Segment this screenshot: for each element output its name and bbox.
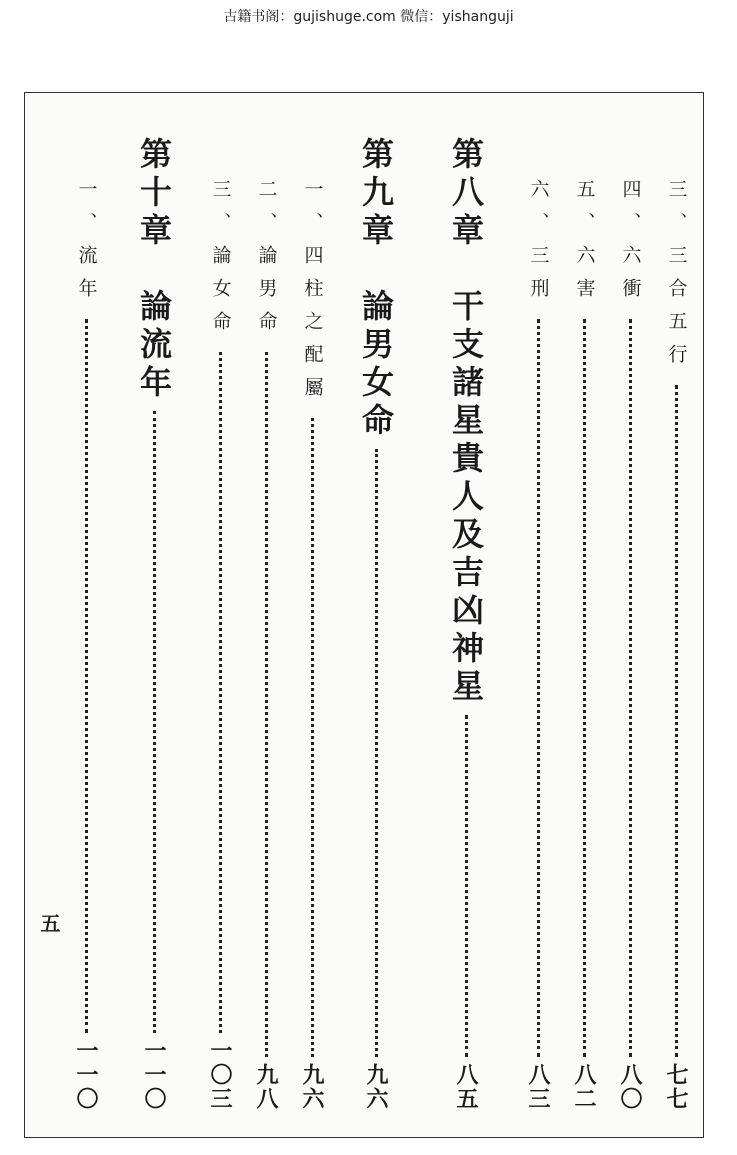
- folio-page-number: 五: [37, 913, 61, 933]
- toc-entry-page: 九六: [299, 1063, 325, 1111]
- toc-entry-title: 五、六害: [573, 179, 596, 311]
- chapter-title: 第十章 論流年: [135, 137, 173, 403]
- dot-leader: [85, 319, 88, 1033]
- toc-entry-page: 八五: [453, 1063, 479, 1111]
- toc-entry-page: 八三: [525, 1063, 551, 1111]
- toc-entry: [243, 93, 289, 1137]
- toc-entry: [607, 93, 653, 1137]
- dot-leader: [675, 385, 678, 1057]
- dot-leader: [219, 352, 222, 1033]
- toc-entry-page: 一一〇: [141, 1039, 167, 1111]
- toc-entry-title: 一、流年: [75, 179, 98, 311]
- toc-entry-title: 六、三刑: [527, 179, 550, 311]
- toc-entry: [515, 93, 561, 1137]
- dot-leader: [375, 449, 378, 1057]
- dot-leader: [465, 715, 468, 1057]
- toc-entry: [289, 93, 335, 1137]
- toc-entry-title: 三、三合五行: [665, 179, 688, 377]
- toc-entry-page: 八〇: [617, 1063, 643, 1111]
- toc-entry-title: 一、四柱之配屬: [301, 179, 324, 410]
- toc-page: [24, 92, 704, 1138]
- toc-entry-page: 八二: [571, 1063, 597, 1111]
- dot-leader: [153, 411, 156, 1033]
- toc-entry-page: 七七: [663, 1063, 689, 1111]
- toc-entry-title: 四、六衝: [619, 179, 642, 311]
- dot-leader: [537, 319, 540, 1057]
- toc-entry-page: 九六: [363, 1063, 389, 1111]
- dot-leader: [311, 418, 314, 1057]
- toc-entry: [561, 93, 607, 1137]
- watermark-text: 古籍书阁：gujishuge.com 微信：yishanguji: [223, 9, 514, 25]
- dot-leader: [629, 319, 632, 1057]
- toc-chapter: [443, 93, 489, 1137]
- toc-entry: [653, 93, 699, 1137]
- toc-entry-page: 九八: [253, 1063, 279, 1111]
- toc-chapter: [131, 93, 177, 1137]
- toc-entry-page: 一一〇: [73, 1039, 99, 1111]
- chapter-title: 第八章 干支諸星貴人及吉凶神星: [447, 137, 485, 707]
- toc-entry-page: 一〇三: [207, 1039, 233, 1111]
- toc-entry: [63, 93, 109, 1137]
- toc-entry-title: 二、論男命: [255, 179, 278, 344]
- dot-leader: [583, 319, 586, 1057]
- toc-entry-title: 三、論女命: [209, 179, 232, 344]
- toc-entry: [197, 93, 243, 1137]
- dot-leader: [265, 352, 268, 1057]
- chapter-title: 第九章 論男女命: [357, 137, 395, 441]
- toc-chapter: [353, 93, 399, 1137]
